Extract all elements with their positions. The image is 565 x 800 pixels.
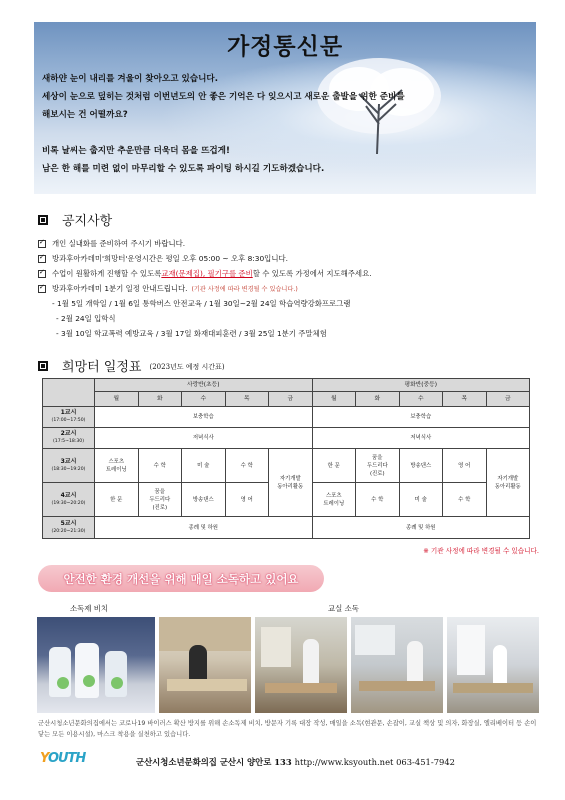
greeting-line: 새하얀 눈이 내리를 겨울이 찾아오고 있습니다. xyxy=(42,74,218,84)
table-row xyxy=(43,428,530,449)
notice-text: 개인 실내화를 준비하여 주시기 바랍니다. xyxy=(52,239,186,248)
classroom-photo xyxy=(159,617,251,713)
class-cell: 저녁식사 xyxy=(312,428,530,449)
classroom-photo xyxy=(255,617,347,713)
period-cell: 3교시 (18:30~19:20) xyxy=(43,449,95,483)
table-row xyxy=(43,449,530,483)
class-cell: 저녁식사 xyxy=(95,428,313,449)
class-cell: 영 어 xyxy=(443,449,487,483)
day-header: 목 xyxy=(225,392,269,407)
checkbox-icon xyxy=(38,255,46,263)
timetable-title: 희망터 일정표 xyxy=(62,360,142,375)
class-cell: 미 술 xyxy=(182,449,226,483)
winter-banner xyxy=(34,22,536,194)
table-row xyxy=(43,392,530,407)
group-header: 평화반(중등) xyxy=(312,379,530,392)
class-cell: 한 문 xyxy=(95,483,139,517)
day-header: 수 xyxy=(182,392,226,407)
disinfect-banner: 안전한 환경 개선을 위해 매일 소독하고 있어요 xyxy=(38,565,324,592)
greeting-line: 해보시는 건 어떨까요? xyxy=(42,110,128,120)
day-header: 목 xyxy=(443,392,487,407)
square-bullet-icon xyxy=(38,215,48,225)
day-header: 금 xyxy=(486,392,530,407)
day-header: 월 xyxy=(312,392,356,407)
class-cell: 미 술 xyxy=(399,483,443,517)
class-cell: 한 문 xyxy=(312,449,356,483)
notice-list xyxy=(38,236,538,341)
period-cell: 1교시 (17:00~17:50) xyxy=(43,407,95,428)
notice-item xyxy=(38,236,538,251)
period-cell: 5교시 (20:20~21:30) xyxy=(43,517,95,539)
notice-note: (기관 사정에 따라 변경될 수 있습니다.) xyxy=(191,286,298,293)
page-title: 가정통신문 xyxy=(226,34,344,60)
notice-text: 수업이 원활하게 진행할 수 있도록 xyxy=(52,269,162,278)
checkbox-icon xyxy=(38,285,46,293)
footer-contact: 군산시청소년문화의집 군산시 양안로 133 http://www.ksyouth.net 063-451-7942 xyxy=(136,757,456,767)
day-header: 월 xyxy=(95,392,139,407)
class-cell: 스포츠 트레이닝 xyxy=(95,449,139,483)
table-row xyxy=(43,407,530,428)
notice-highlight: 교재(문제집), 필기구를 준비 xyxy=(161,269,253,278)
class-cell: 수 학 xyxy=(356,483,400,517)
corner-cell xyxy=(43,379,95,392)
notice-item xyxy=(38,251,538,266)
checkbox-icon xyxy=(38,240,46,248)
notice-title: 공지사항 xyxy=(62,214,113,229)
disinfect-description: 군산시청소년문화의집에서는 코로나19 바이러스 확산 방지를 위해 손소독제 비치, 방문자 기록 대장 작성, 매일을 소독(현관문, 손잡이, 교실 책상 및 의자, 화장실, 엘리베이터 등 손이 닿는 모든 이용시설), 마스크 착용을 실천하고 있습니다. xyxy=(38,720,537,738)
class-cell: 방송댄스 xyxy=(399,449,443,483)
table-row xyxy=(43,517,530,539)
schedule-item: - 1월 5일 개학일 / 1월 6일 통학버스 안전교육 / 1월 30일~2월 24일 학습역량강화프로그램 xyxy=(52,299,351,308)
class-cell: 자기개발 동아리활동 xyxy=(486,449,530,517)
day-header: 화 xyxy=(356,392,400,407)
class-cell: 방송댄스 xyxy=(182,483,226,517)
greeting-text xyxy=(42,70,532,178)
greeting-line: 비록 날씨는 춥지만 추운만큼 더욱더 몸을 뜨겁게! xyxy=(42,146,230,156)
notice-item xyxy=(38,266,538,281)
class-cell: 수 학 xyxy=(443,483,487,517)
day-header: 수 xyxy=(399,392,443,407)
classroom-photo xyxy=(351,617,443,713)
class-cell: 종례 및 하원 xyxy=(95,517,313,539)
greeting-line: 세상이 눈으로 덮히는 것처럼 이번년도의 안 좋은 기억은 다 잊으시고 새로운 출발을 위한 준비를 xyxy=(42,92,405,102)
class-cell: 수 학 xyxy=(138,449,182,483)
schedule-item: - 3월 10일 학교폭력 예방교육 / 3월 17일 화재대피훈련 / 3월 25일 1분기 주말체험 xyxy=(56,329,327,338)
period-cell: 2교시 (17:5~18:30) xyxy=(43,428,95,449)
notice-item xyxy=(38,281,538,296)
day-header: 금 xyxy=(269,392,313,407)
schedule-item: - 2월 24일 입학식 xyxy=(56,314,116,323)
class-cell: 꿈을 두드리다 (진로) xyxy=(356,449,400,483)
notice-text: 방과후아카데미'희망터'운영시간은 평일 오후 05:00 ~ 오후 8:30입니다. xyxy=(52,254,288,263)
timetable-header xyxy=(38,356,225,375)
period-cell: 4교시 (19:30~20:20) xyxy=(43,483,95,517)
greeting-line: 남은 한 해를 미련 없이 마무리할 수 있도록 파이팅 하시길 기도하겠습니다. xyxy=(42,164,325,174)
square-bullet-icon xyxy=(38,361,48,371)
class-cell: 스포츠 트레이닝 xyxy=(312,483,356,517)
class-cell: 자기개발 동아리활동 xyxy=(269,449,313,517)
corner-cell xyxy=(43,392,95,407)
timetable-subtitle: (2023년도 예정 시간표) xyxy=(149,363,225,371)
notice-text: 방과후아카데미 1분기 일정 안내드립니다. xyxy=(52,284,188,293)
class-cell: 보충학습 xyxy=(95,407,313,428)
logo-text: YOUTH xyxy=(40,751,86,766)
day-header: 화 xyxy=(138,392,182,407)
class-cell: 영 어 xyxy=(225,483,269,517)
checkbox-icon xyxy=(38,270,46,278)
timetable-footnote: ※ 기관 사정에 따라 변경될 수 있습니다. xyxy=(423,547,539,555)
class-cell: 종례 및 하원 xyxy=(312,517,530,539)
notice-header xyxy=(38,210,112,229)
photo-caption-right: 교실 소독 xyxy=(328,604,359,613)
class-cell: 꿈을 두드리다 (진로) xyxy=(138,483,182,517)
photo-caption-left: 소독제 비치 xyxy=(70,604,109,613)
class-cell: 보충학습 xyxy=(312,407,530,428)
table-row xyxy=(43,379,530,392)
sanitizer-photo xyxy=(37,617,155,713)
class-cell: 수 학 xyxy=(225,449,269,483)
classroom-photo xyxy=(447,617,539,713)
youth-logo xyxy=(40,751,85,766)
timetable xyxy=(42,378,530,539)
notice-text: 할 수 있도록 가정에서 지도해주세요. xyxy=(252,269,372,278)
group-header: 사랑반(초등) xyxy=(95,379,313,392)
